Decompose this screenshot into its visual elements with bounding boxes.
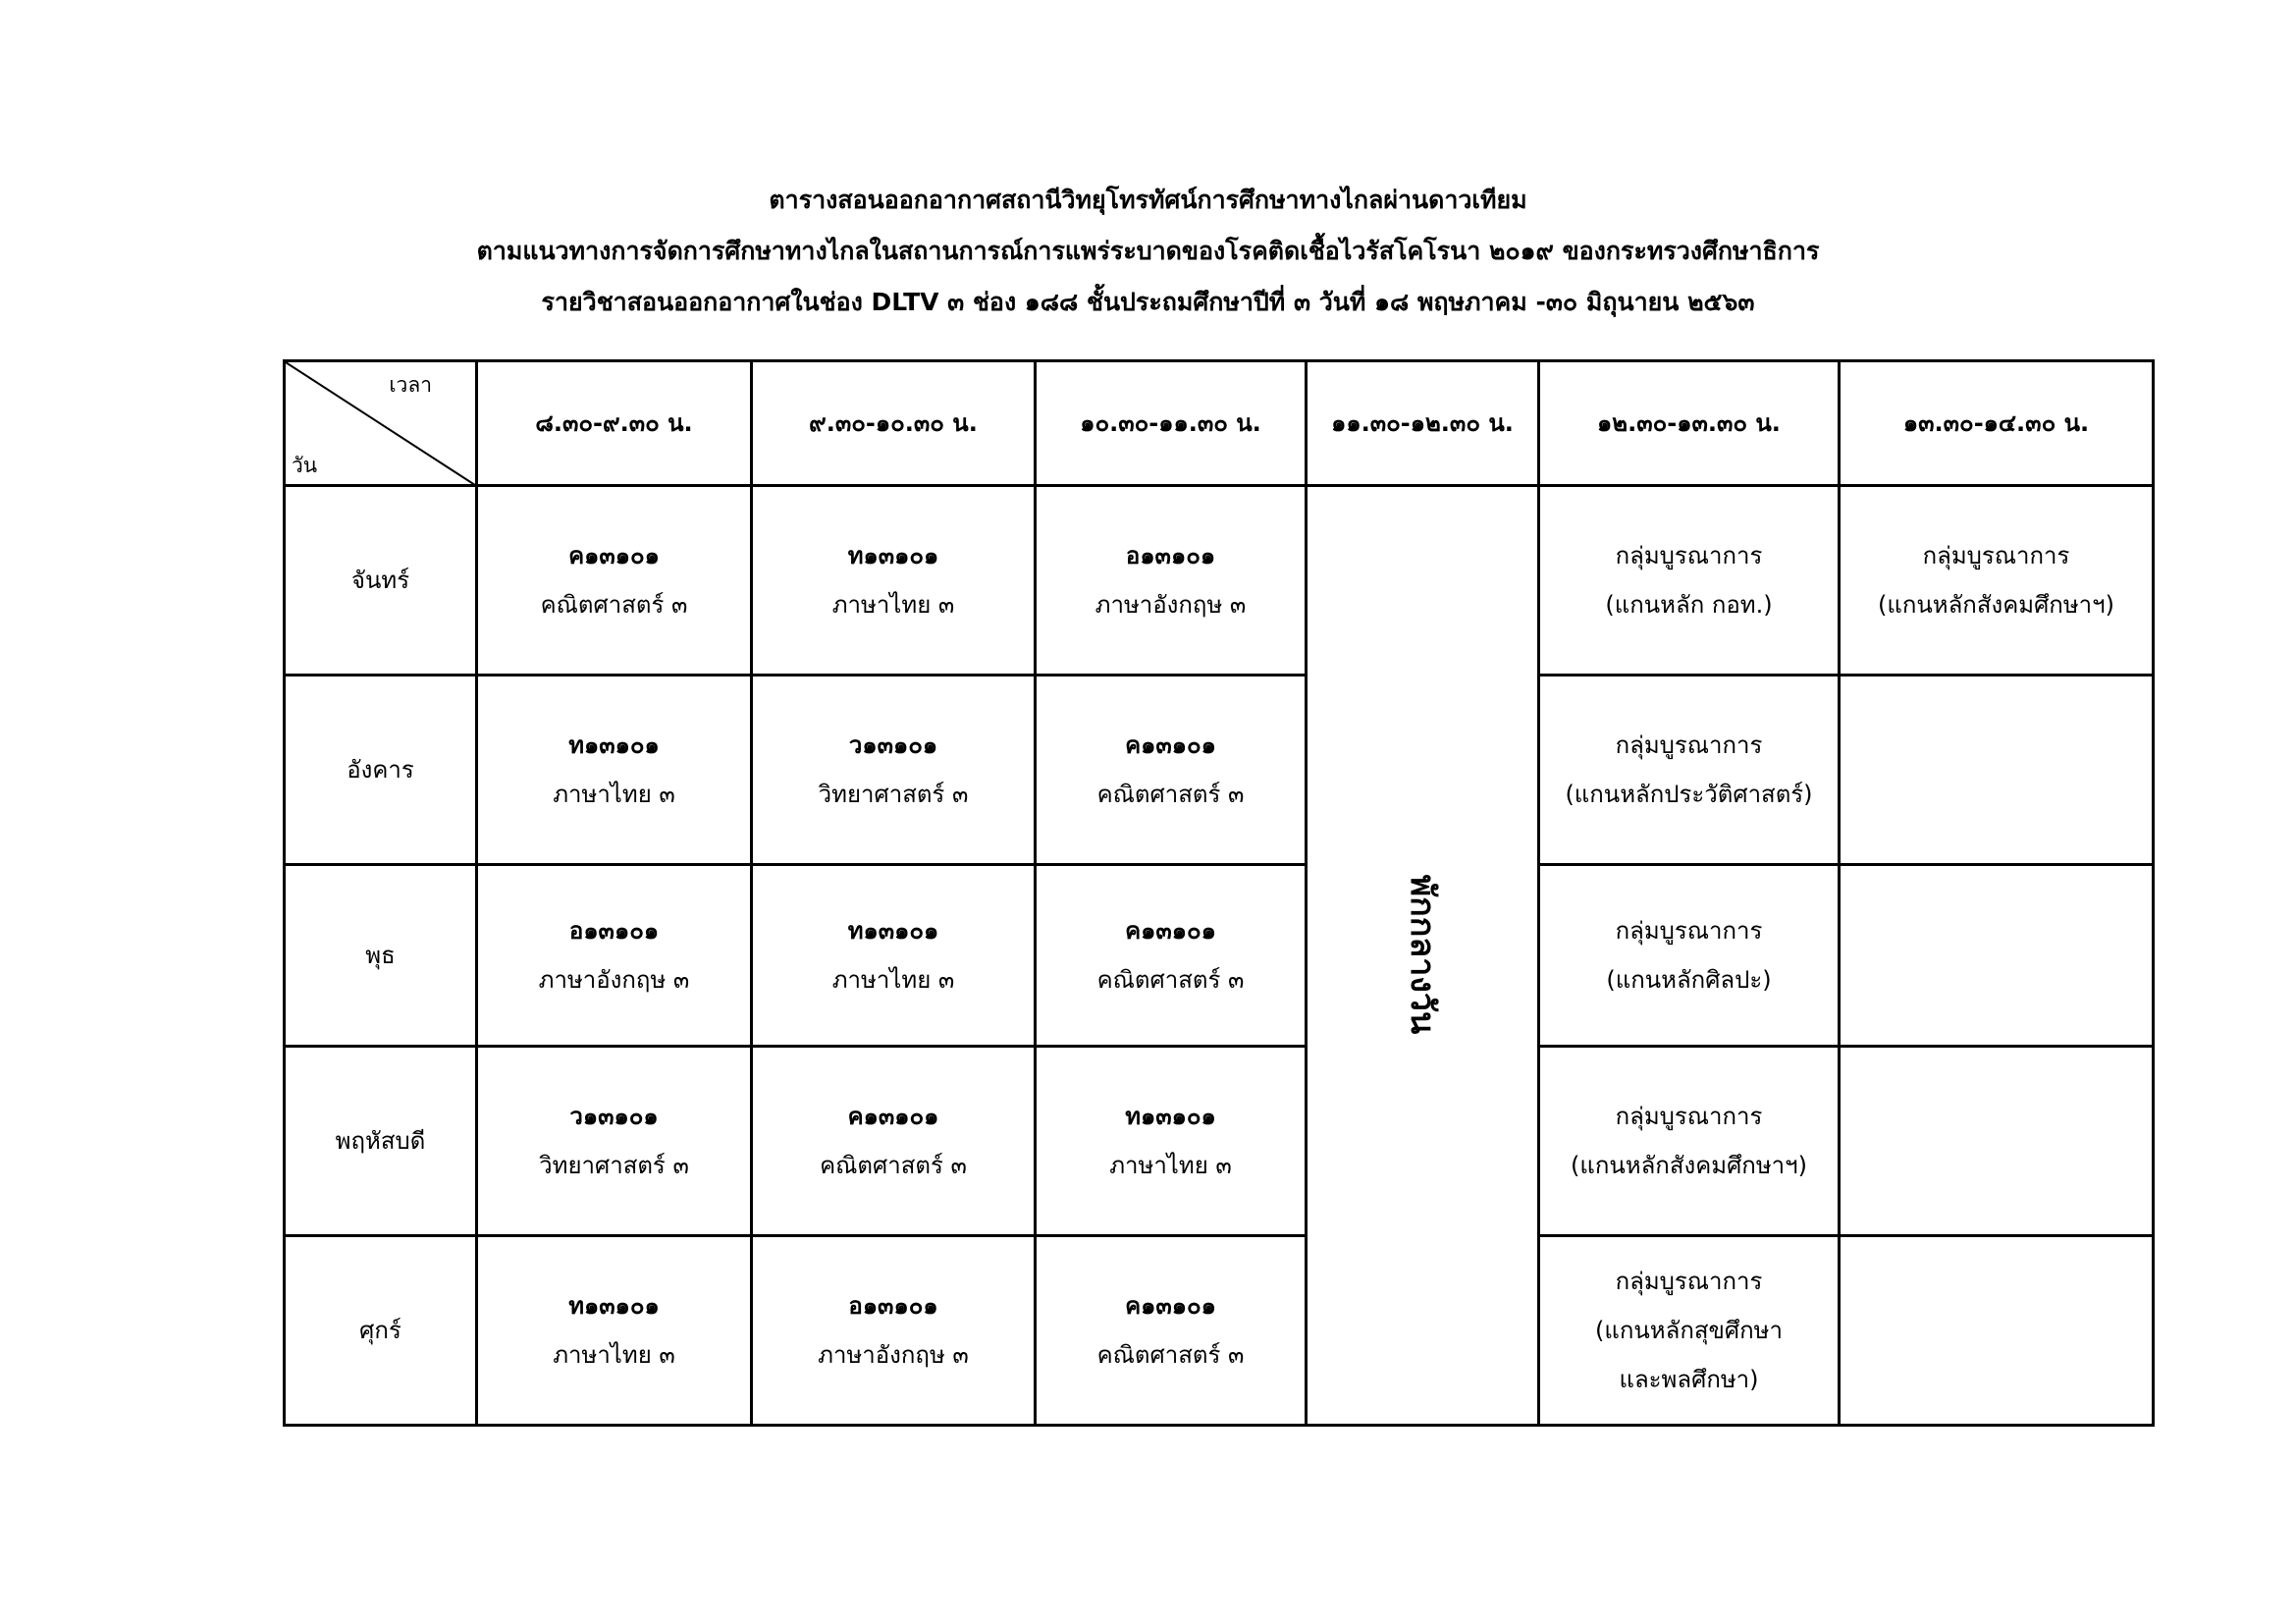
integrated-title: กลุ่มบูรณาการ (1615, 1103, 1763, 1130)
lesson-cell (1036, 1047, 1307, 1236)
lesson-cell (477, 676, 752, 865)
day-axis-label: วัน (292, 454, 318, 477)
subject-code: ว๑๓๑๐๑ (848, 731, 938, 759)
day-cell: พุธ (285, 865, 477, 1047)
empty-cell (1840, 676, 2154, 865)
subject-name: ภาษาไทย ๓ (553, 1341, 675, 1369)
lesson-cell (752, 676, 1036, 865)
subject-name: ภาษาไทย ๓ (553, 781, 675, 808)
integrated-cell (1840, 486, 2154, 676)
table-row (285, 865, 2154, 1047)
day-cell: อังคาร (285, 676, 477, 865)
integrated-core: (แกนหลักสังคมศึกษาฯ) (1571, 1152, 1807, 1179)
subject-name: คณิตศาสตร์ ๓ (820, 1152, 967, 1179)
integrated-title: กลุ่มบูรณาการ (1922, 542, 2070, 569)
empty-cell (1840, 1047, 2154, 1236)
header-row (285, 361, 2154, 486)
lesson-cell (752, 486, 1036, 676)
subject-code: อ๑๓๑๐๑ (568, 917, 660, 945)
subject-name: วิทยาศาสตร์ ๓ (539, 1152, 689, 1179)
subject-code: อ๑๓๑๐๑ (1125, 542, 1216, 569)
integrated-core-cont: และพลศึกษา) (1619, 1366, 1759, 1393)
subject-name: ภาษาไทย ๓ (831, 591, 955, 619)
title-line-3: รายวิชาสอนออกอากาศในช่อง DLTV ๓ ช่อง ๑๘๘ ชั้นประถมศึกษาปีที่ ๓ วันที่ ๑๘ พฤษภาคม -๓๐ มิถุนายน ๒๕๖๓ (541, 288, 1755, 316)
integrated-cell (1539, 865, 1840, 1047)
lesson-cell (1036, 676, 1307, 865)
integrated-cell (1539, 486, 1840, 676)
subject-name: วิทยาศาสตร์ ๓ (818, 781, 969, 808)
subject-name: คณิตศาสตร์ ๓ (1096, 966, 1245, 994)
empty-cell (1840, 1236, 2154, 1426)
integrated-cell (1539, 1236, 1840, 1426)
integrated-title: กลุ่มบูรณาการ (1615, 917, 1763, 945)
subject-code: ท๑๓๑๐๑ (1125, 1103, 1216, 1130)
schedule-table (283, 359, 2155, 1427)
subject-code: ว๑๓๑๐๑ (569, 1103, 659, 1130)
day-cell: พฤหัสบดี (285, 1047, 477, 1236)
lesson-cell (477, 486, 752, 676)
slot-header-3: ๑๐.๓๐-๑๑.๓๐ น. (1036, 361, 1307, 486)
subject-name: ภาษาอังกฤษ ๓ (538, 966, 690, 994)
integrated-title: กลุ่มบูรณาการ (1615, 1268, 1763, 1295)
subject-name: ภาษาอังกฤษ ๓ (1095, 591, 1247, 619)
table-row (285, 1047, 2154, 1236)
integrated-core: (แกนหลัก กอท.) (1605, 591, 1773, 619)
title-line-1: ตารางสอนออกอากาศสถานีวิทยุโทรทัศน์การศึกษาทางไกลผ่านดาวเทียม (769, 186, 1527, 214)
slot-header-4: ๑๑.๓๐-๑๒.๓๐ น. (1307, 361, 1539, 486)
lesson-cell (477, 1236, 752, 1426)
subject-code: ค๑๓๑๐๑ (1125, 731, 1216, 759)
subject-code: ท๑๓๑๐๑ (847, 542, 939, 569)
subject-code: อ๑๓๑๐๑ (848, 1292, 938, 1320)
title-line-2: ตามแนวทางการจัดการศึกษาทางไกลในสถานการณ์การแพร่ระบาดของโรคติดเชื้อไวรัสโคโรนา ๒๐๑๙ ของกระทรวงศึกษาธิการ (476, 237, 1820, 265)
day-cell: จันทร์ (285, 486, 477, 676)
subject-name: ภาษาไทย ๓ (831, 966, 955, 994)
subject-code: ค๑๓๑๐๑ (568, 542, 660, 569)
slot-header-2: ๙.๓๐-๑๐.๓๐ น. (752, 361, 1036, 486)
subject-code: ท๑๓๑๐๑ (568, 1292, 660, 1320)
subject-code: ท๑๓๑๐๑ (847, 917, 939, 945)
lesson-cell (752, 865, 1036, 1047)
corner-cell (285, 361, 477, 486)
subject-code: ท๑๓๑๐๑ (568, 731, 660, 759)
slot-header-6: ๑๓.๓๐-๑๔.๓๐ น. (1840, 361, 2154, 486)
integrated-cell (1539, 676, 1840, 865)
empty-cell (1840, 865, 2154, 1047)
lesson-cell (477, 1047, 752, 1236)
subject-name: คณิตศาสตร์ ๓ (1096, 781, 1245, 808)
lunch-break-cell (1307, 486, 1539, 1426)
lesson-cell (752, 1047, 1036, 1236)
subject-code: ค๑๓๑๐๑ (1125, 917, 1216, 945)
lesson-cell (477, 865, 752, 1047)
subject-code: ค๑๓๑๐๑ (847, 1103, 939, 1130)
table-row (285, 1236, 2154, 1426)
lesson-cell (1036, 486, 1307, 676)
day-cell: ศุกร์ (285, 1236, 477, 1426)
integrated-core: (แกนหลักสังคมศึกษาฯ) (1878, 591, 2114, 619)
integrated-core: (แกนหลักสุขศึกษา (1595, 1317, 1783, 1344)
integrated-title: กลุ่มบูรณาการ (1615, 731, 1763, 759)
subject-name: คณิตศาสตร์ ๓ (540, 591, 688, 619)
subject-name: คณิตศาสตร์ ๓ (1096, 1341, 1245, 1369)
subject-code: ค๑๓๑๐๑ (1125, 1292, 1216, 1320)
table-row (285, 486, 2154, 676)
lesson-cell (1036, 865, 1307, 1047)
integrated-core: (แกนหลักศิลปะ) (1606, 966, 1772, 994)
slot-header-5: ๑๒.๓๐-๑๓.๓๐ น. (1539, 361, 1840, 486)
lesson-cell (1036, 1236, 1307, 1426)
lunch-break-label: พักกลางวัน (1402, 874, 1442, 1034)
slot-header-1: ๘.๓๐-๙.๓๐ น. (477, 361, 752, 486)
lesson-cell (752, 1236, 1036, 1426)
integrated-title: กลุ่มบูรณาการ (1615, 542, 1763, 569)
integrated-core: (แกนหลักประวัติศาสตร์) (1565, 781, 1813, 808)
document-title (0, 175, 2296, 328)
subject-name: ภาษาไทย ๓ (1109, 1152, 1232, 1179)
subject-name: ภาษาอังกฤษ ๓ (818, 1341, 969, 1369)
time-axis-label: เวลา (389, 373, 432, 397)
integrated-cell (1539, 1047, 1840, 1236)
table-row (285, 676, 2154, 865)
